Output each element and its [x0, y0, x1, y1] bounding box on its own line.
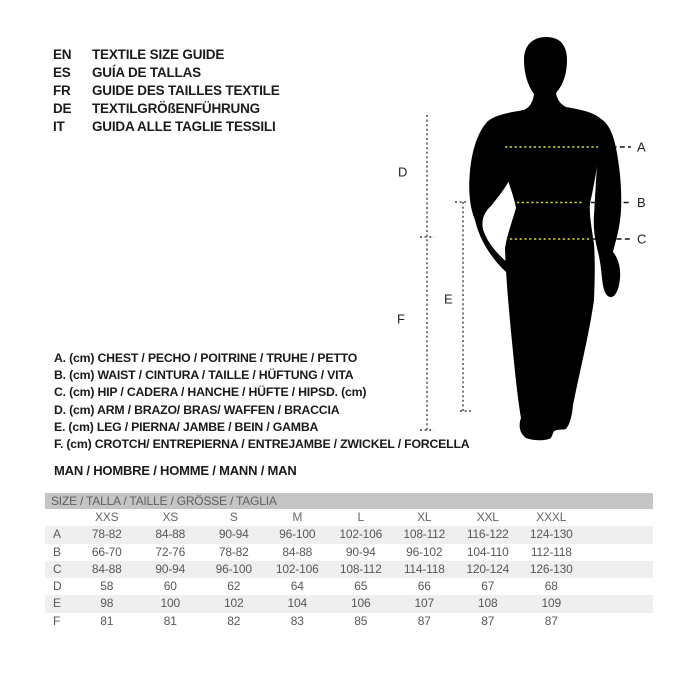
language-code: DE [53, 101, 72, 117]
measure-label-crotch: F [397, 311, 405, 327]
size-cell: 84-88 [91, 561, 122, 576]
size-cell: 87 [544, 613, 558, 628]
column-header-xxs: XXS [95, 510, 119, 524]
size-cell: 58 [100, 579, 114, 594]
size-cell: 90-94 [345, 544, 376, 559]
guide-title: GUÍA DE TALLAS [92, 65, 201, 81]
column-header-s: S [229, 510, 238, 524]
size-cell: 114-118 [403, 561, 445, 576]
measure-label-chest: A [637, 139, 646, 155]
size-cell: 108-112 [403, 527, 446, 542]
column-header-xxl: XXL [476, 510, 499, 524]
size-cell: 87 [481, 613, 495, 628]
language-code: FR [53, 83, 71, 99]
size-cell: 81 [100, 613, 114, 628]
language-row [53, 82, 280, 100]
legend-item-waist: B. (cm) WAIST / CINTURA / TAILLE / HÜFTUNG / VITA [54, 368, 354, 383]
table-row-waist [45, 544, 653, 561]
legend-item-arm: D. (cm) ARM / BRAZO/ BRAS/ WAFFEN / BRACCIA [54, 402, 340, 417]
size-cell: 100 [160, 596, 180, 611]
size-cell: 107 [414, 596, 434, 611]
size-cell: 120-124 [466, 561, 510, 576]
size-cell: 82 [227, 613, 241, 628]
guide-title: TEXTILE SIZE GUIDE [92, 47, 225, 62]
language-row [53, 64, 280, 82]
size-cell: 96-102 [406, 544, 443, 559]
size-cell: 60 [163, 579, 177, 594]
row-label: B [53, 544, 61, 559]
guide-title: GUIDE DES TAILLES TEXTILE [92, 83, 280, 99]
size-cell: 96-100 [215, 561, 252, 576]
size-cell: 104 [287, 596, 307, 611]
language-row [53, 100, 280, 118]
size-cell: 126-130 [529, 561, 573, 576]
size-cell: 84-88 [155, 527, 186, 542]
legend-item-hip: C. (cm) HIP / CADERA / HANCHE / HÜFTE / HIPSD. (cm) [54, 385, 367, 400]
row-label: E [53, 596, 61, 611]
legend-item-crotch: F. (cm) CROTCH/ ENTREPIERNA / ENTREJAMBE / ZWICKEL / FORCELLA [54, 437, 470, 452]
size-cell: 104-110 [466, 544, 509, 559]
legend-item-leg: E. (cm) LEG / PIERNA/ JAMBE / BEIN / GAMBA [54, 419, 319, 434]
column-header-xl: XL [417, 510, 432, 524]
size-cell: 64 [290, 579, 304, 594]
guide-title: GUIDA ALLE TAGLIE TESSILI [92, 119, 276, 135]
size-cell: 85 [354, 613, 368, 628]
size-cell: 68 [544, 579, 558, 594]
row-label: A [53, 527, 61, 542]
size-cell: 106 [351, 596, 371, 611]
size-cell: 66-70 [91, 544, 122, 559]
row-label: D [53, 579, 62, 594]
size-cell: 116-122 [466, 527, 509, 542]
row-label: F [53, 613, 61, 628]
table-row-crotch [45, 613, 653, 630]
language-code: IT [53, 119, 65, 135]
size-cell: 90-94 [218, 527, 249, 542]
size-cell: 90-94 [155, 561, 186, 576]
table-row-arm [45, 578, 653, 595]
measure-label-waist: B [637, 195, 646, 210]
measurement-legend [54, 350, 469, 453]
language-row [53, 118, 280, 136]
size-cell: 124-130 [529, 527, 573, 542]
size-cell: 112-118 [530, 544, 572, 559]
table-row-chest [45, 526, 653, 543]
column-header-m: M [292, 510, 303, 524]
table-row-hip [45, 561, 653, 578]
size-cell: 102 [224, 596, 244, 611]
language-row [53, 46, 280, 64]
size-cell: 81 [163, 613, 177, 628]
guide-title: TEXTILGRÖßENFÜHRUNG [92, 101, 260, 117]
measure-label-arm: D [398, 164, 408, 180]
size-cell: 78-82 [218, 544, 249, 559]
size-cell: 96-100 [279, 527, 316, 542]
language-title-block [53, 46, 280, 136]
size-cell: 87 [417, 613, 431, 628]
size-table [45, 493, 653, 630]
size-cell: 98 [100, 596, 114, 611]
size-cell: 109 [541, 596, 561, 611]
size-cell: 108 [478, 596, 498, 611]
measure-label-leg: E [444, 291, 453, 307]
row-label: C [53, 561, 62, 576]
column-header-xs: XS [162, 510, 179, 524]
size-cell: 67 [481, 579, 495, 594]
language-code: EN [53, 47, 72, 62]
size-cell: 66 [417, 579, 431, 594]
size-cell: 65 [354, 579, 368, 594]
language-code: ES [53, 65, 71, 81]
column-header-l: L [357, 510, 364, 524]
size-cell: 102-106 [339, 527, 383, 542]
category-man-label: MAN / HOMBRE / HOMME / MANN / MAN [54, 463, 297, 478]
column-header-xxxl: XXXL [536, 510, 567, 524]
size-cell: 84-88 [282, 544, 313, 559]
size-cell: 62 [227, 579, 241, 594]
size-cell: 72-76 [155, 544, 186, 559]
size-table-column-headers [45, 509, 653, 526]
size-cell: 78-82 [91, 527, 122, 542]
legend-item-chest: A. (cm) CHEST / PECHO / POITRINE / TRUHE / PETTO [54, 351, 358, 365]
table-row-leg [45, 595, 653, 612]
size-cell: 83 [290, 613, 304, 628]
size-table-title-bar: SIZE / TALLA / TAILLE / GRÖSSE / TAGLIA [45, 493, 653, 509]
size-cell: 108-112 [339, 561, 382, 576]
size-cell: 102-106 [275, 561, 319, 576]
measure-label-hip: C [637, 231, 647, 247]
